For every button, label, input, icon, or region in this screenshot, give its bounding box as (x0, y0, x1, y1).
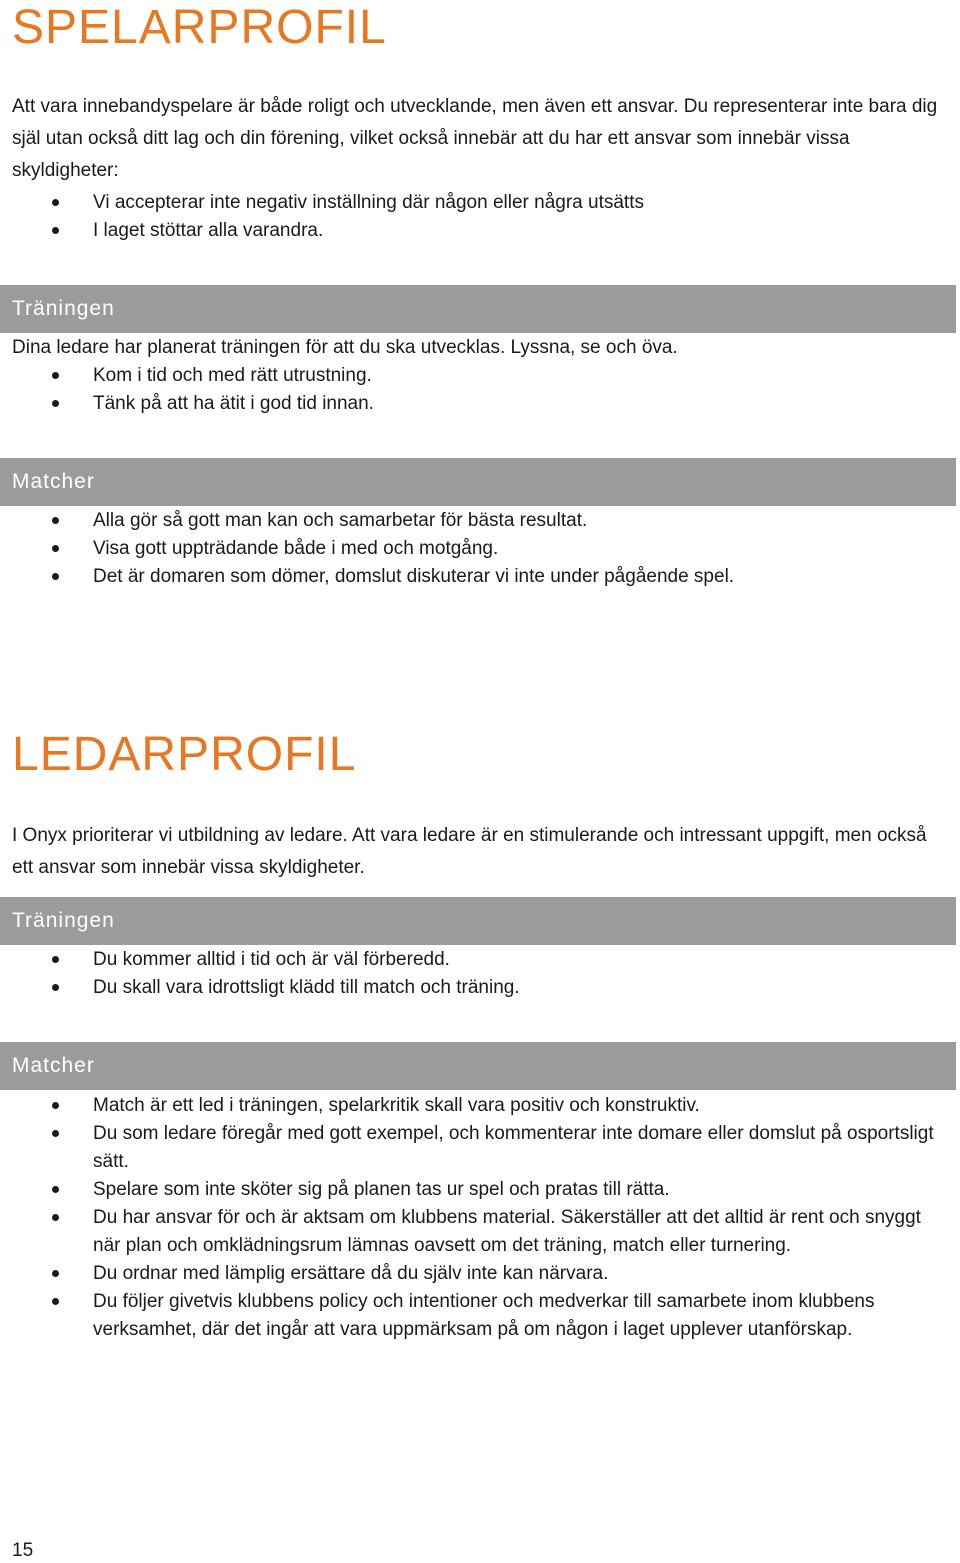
section-header-traningen (0, 285, 956, 333)
list-item: Du har ansvar för och är aktsam om klubbens material. Säkerställer att det alltid är rent och snyggt när plan och omklädningsrum lämnas oavsett om det träning, match eller turnering. (0, 1204, 940, 1260)
list-item: Du följer givetvis klubbens policy och intentioner och medverkar till samarbete inom klubbens verksamhet, där det ingår att vara uppmärksam på om någon i laget upplever utanförskap. (0, 1288, 940, 1344)
section-header-traningen (0, 897, 956, 945)
spelarprofil-intro: Att vara innebandyspelare är både roligt och utvecklande, men även ett ansvar. Du representerar inte bara dig själ utan också ditt lag och din förening, vilket också innebär att du har ett ansvar som innebär vissa skyldigheter: (12, 96, 938, 181)
ledarprofil-title: LEDARPROFIL (12, 728, 357, 781)
list-item: Vi accepterar inte negativ inställning där någon eller några utsätts (0, 189, 940, 217)
list-item: Det är domaren som dömer, domslut diskuterar vi inte under pågående spel. (0, 563, 940, 591)
list-item: Tänk på att ha ätit i god tid innan. (0, 390, 940, 418)
spelarprofil-training-text: Dina ledare har planerat träningen för att du ska utvecklas. Lyssna, se och öva. (12, 337, 678, 358)
section-header-matcher (0, 1042, 956, 1090)
section-header-matcher (0, 458, 956, 506)
list-item: Du ordnar med lämplig ersättare då du själv inte kan närvara. (0, 1260, 940, 1288)
list-item: Du som ledare föregår med gott exempel, och kommenterar inte domare eller domslut på osportsligt sätt. (0, 1120, 940, 1176)
ledarprofil-training-list (0, 946, 940, 1002)
spelarprofil-training-list (0, 362, 940, 418)
section-header-label: Träningen (12, 297, 115, 320)
spelarprofil-intro-list (0, 189, 940, 245)
section-header-label: Matcher (12, 470, 95, 493)
list-item: I laget stöttar alla varandra. (0, 217, 940, 245)
section-header-label: Träningen (12, 909, 115, 932)
list-item: Visa gott uppträdande både i med och motgång. (0, 535, 940, 563)
ledarprofil-intro: I Onyx prioriterar vi utbildning av ledare. Att vara ledare är en stimulerande och intressant uppgift, men också ett ansvar som innebär vissa skyldigheter. (12, 825, 927, 878)
list-item: Spelare som inte sköter sig på planen tas ur spel och pratas till rätta. (0, 1176, 940, 1204)
list-item: Match är ett led i träningen, spelarkritik skall vara positiv och konstruktiv. (0, 1092, 940, 1120)
page-number: 15 (12, 1540, 34, 1561)
spelarprofil-title: SPELARPROFIL (12, 1, 387, 54)
list-item: Kom i tid och med rätt utrustning. (0, 362, 940, 390)
list-item: Du skall vara idrottsligt klädd till match och träning. (0, 974, 940, 1002)
list-item: Du kommer alltid i tid och är väl förberedd. (0, 946, 940, 974)
list-item: Alla gör så gott man kan och samarbetar för bästa resultat. (0, 507, 940, 535)
spelarprofil-matches-list (0, 507, 940, 591)
section-header-label: Matcher (12, 1054, 95, 1077)
ledarprofil-matches-list (0, 1092, 940, 1344)
